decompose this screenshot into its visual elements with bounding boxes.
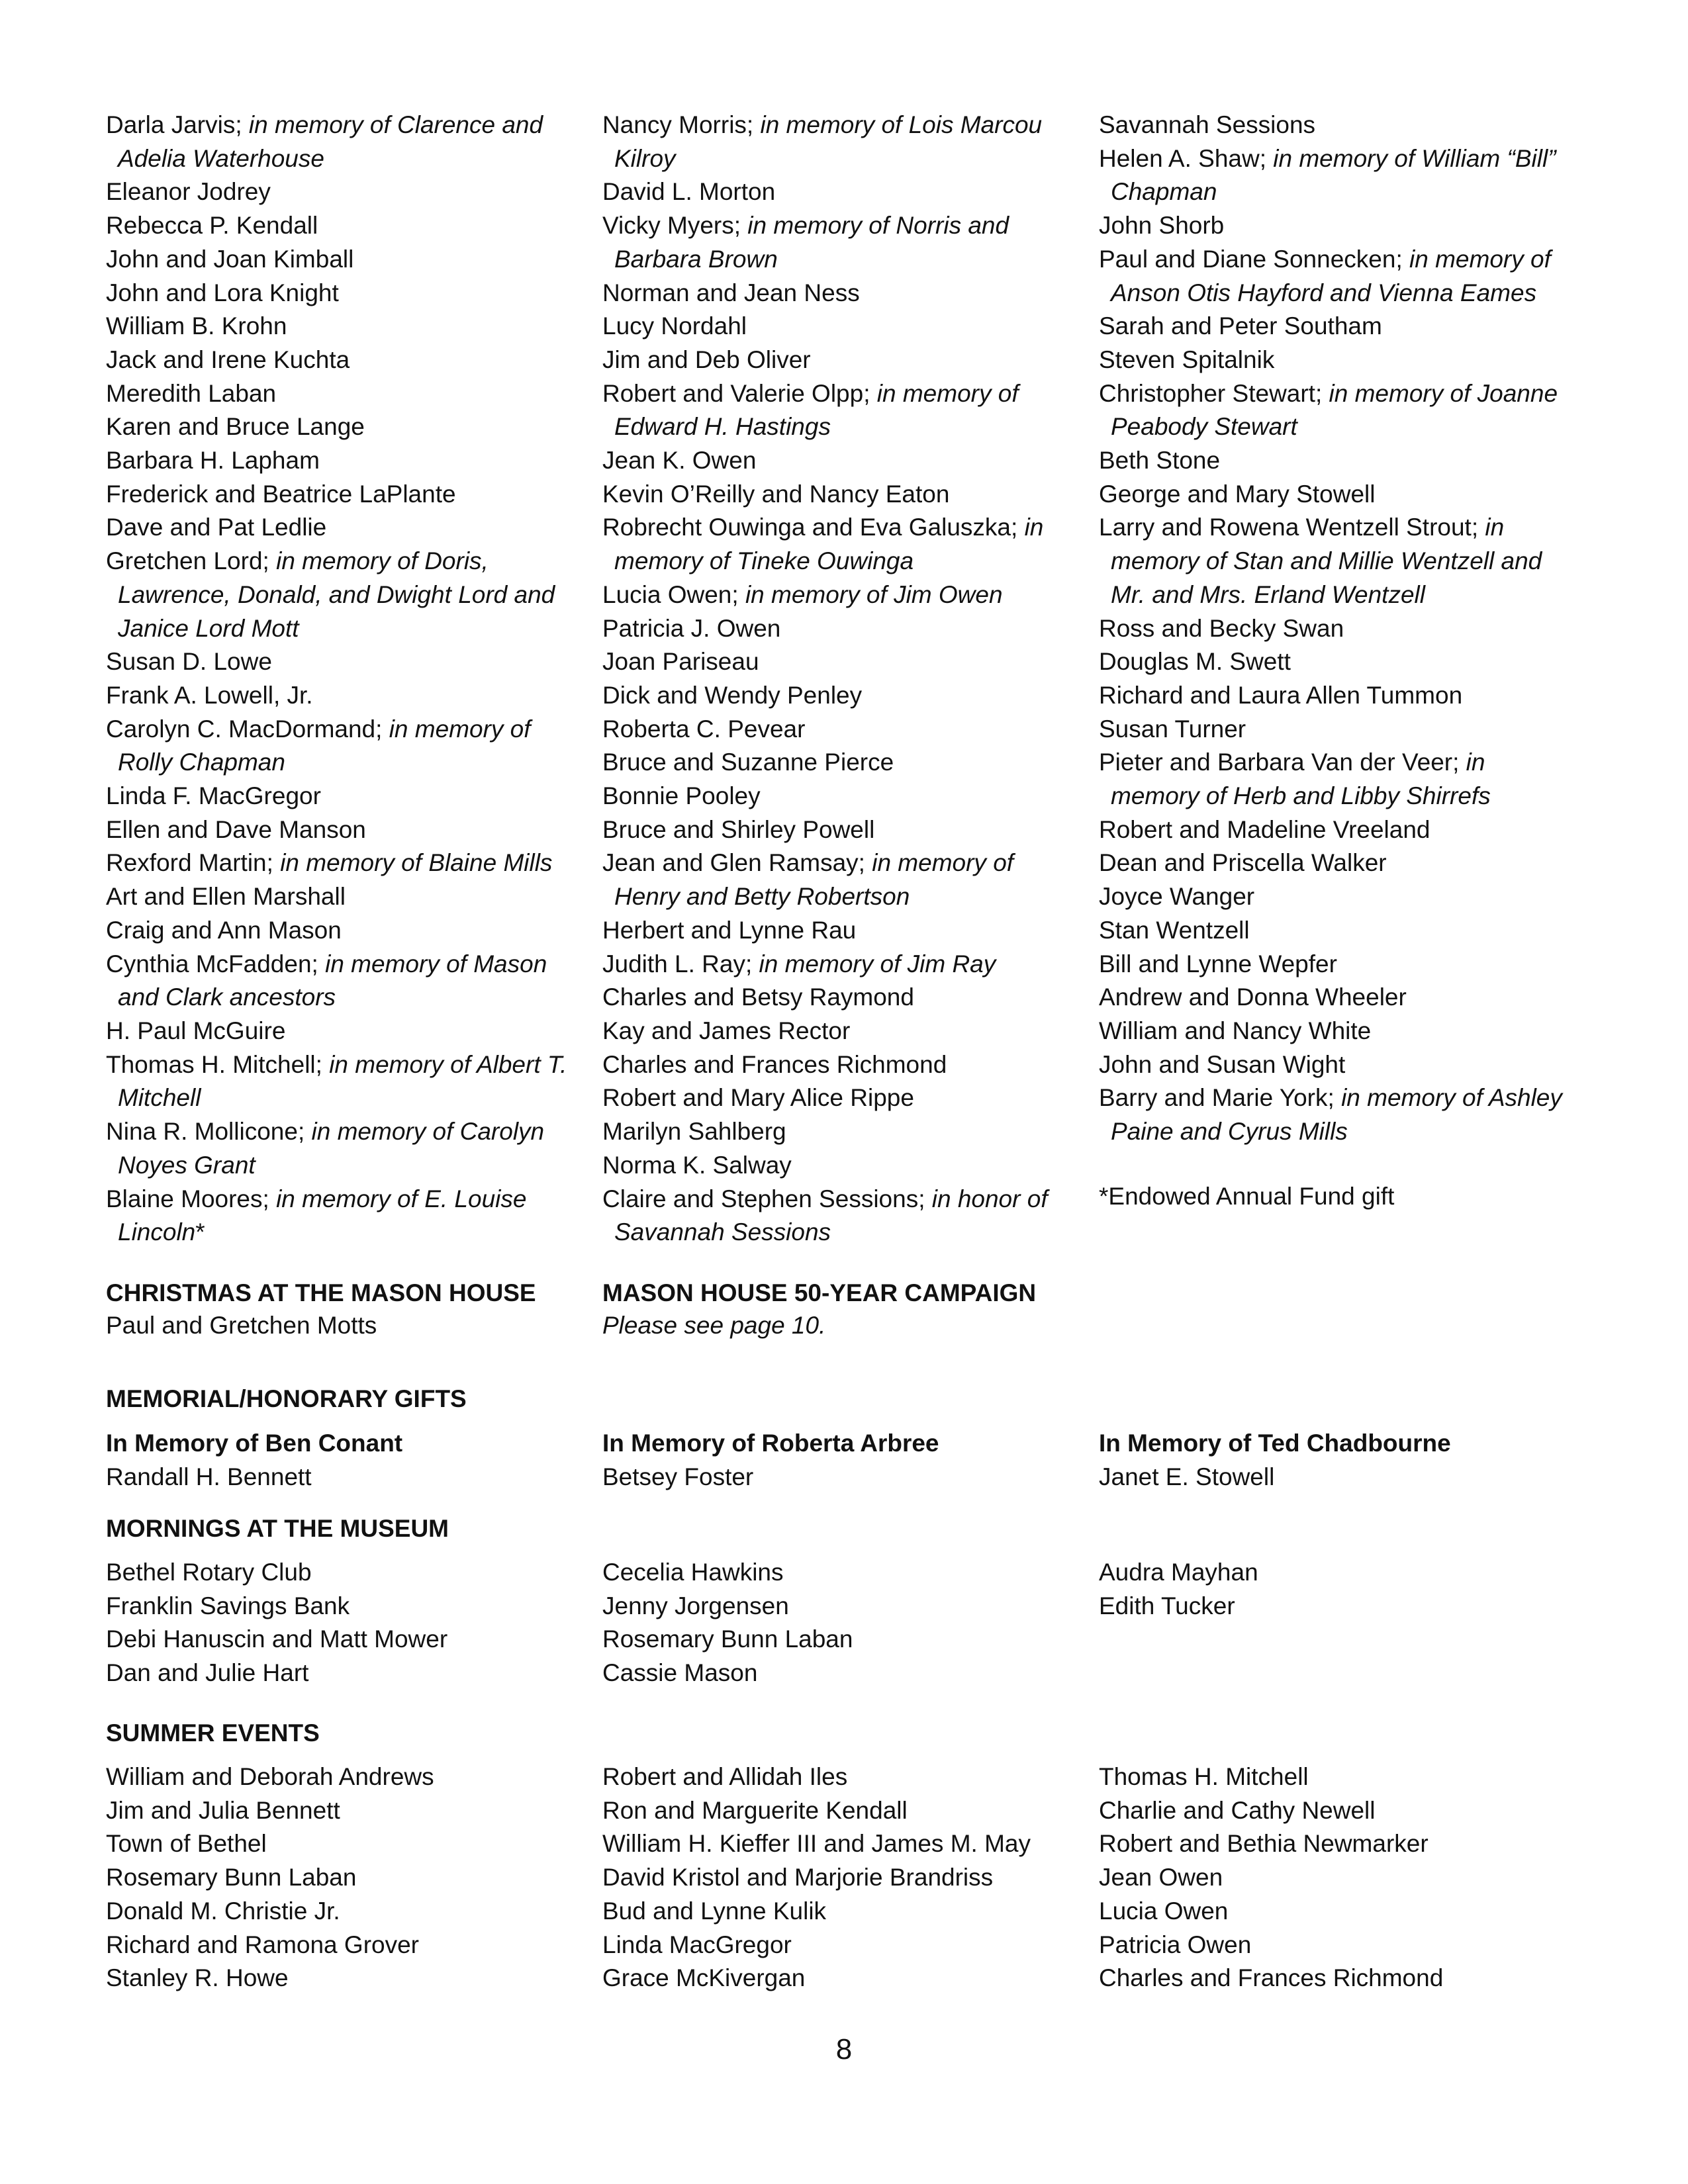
list-item: Rosemary Bunn Laban (602, 1625, 853, 1653)
donor-name: George and Mary Stowell (1099, 480, 1376, 508)
dedication-note: in memory of Doris, Lawrence, Donald, and Dwight Lord and Janice Lord Mott (118, 547, 555, 642)
donor-entry (106, 1183, 583, 1250)
donor-entry (602, 175, 1079, 209)
list-item: Jim and Julia Bennett (106, 1796, 340, 1824)
donor-name: Christopher Stewart; (1099, 379, 1323, 407)
donor-name: Linda F. MacGregor (106, 782, 321, 810)
memorial-group-title: In Memory of Ben Conant (106, 1430, 403, 1457)
donor-entry (602, 1015, 1079, 1048)
dedication-note: in memory of Mason and Clark ancestors (118, 950, 547, 1011)
list-item: Robert and Allidah Iles (602, 1763, 848, 1790)
donor-entry (1099, 478, 1575, 512)
donor-name: Vicky Myers; (602, 212, 741, 240)
campaign-note: Please see page 10. (602, 1312, 826, 1339)
christmas-donor: Paul and Gretchen Motts (106, 1312, 377, 1339)
dedication-note: in memory of Stan and Millie Wentzell and Mr. and Mrs. Erland Wentzell (1111, 514, 1542, 608)
donor-name: Robert and Madeline Vreeland (1099, 815, 1430, 843)
donor-entry (602, 109, 1079, 175)
donor-name: Barry and Marie York; (1099, 1084, 1335, 1112)
donor-name: David L. Morton (602, 178, 776, 206)
summer-list-2 (602, 1760, 1079, 1995)
list-item: Thomas H. Mitchell (1099, 1763, 1309, 1790)
summer-list-1 (106, 1760, 583, 1995)
donor-entry (602, 1183, 1079, 1250)
list-item: Town of Bethel (106, 1830, 267, 1858)
donor-entry (602, 377, 1079, 444)
donor-entry (1099, 846, 1575, 880)
donor-entry (106, 679, 583, 713)
donor-name: Art and Ellen Marshall (106, 883, 346, 911)
list-item: Robert and Bethia Newmarker (1099, 1830, 1429, 1858)
donor-name: Pieter and Barbara Van der Veer; (1099, 749, 1460, 776)
donor-entry (106, 478, 583, 512)
donor-entry (602, 713, 1079, 747)
campaign-section-title: MASON HOUSE 50-YEAR CAMPAIGN (602, 1279, 1037, 1306)
donor-entry (1099, 914, 1575, 948)
donor-entry (602, 478, 1079, 512)
donor-name: Carolyn C. MacDormand; (106, 715, 383, 743)
donor-name: Lucia Owen; (602, 580, 739, 608)
donor-column-3 (1099, 109, 1575, 1214)
donor-entry (602, 444, 1079, 478)
donor-entry (106, 780, 583, 813)
donor-name: Andrew and Donna Wheeler (1099, 983, 1407, 1011)
donor-name: Douglas M. Swett (1099, 648, 1291, 676)
list-item: Lucia Owen (1099, 1897, 1229, 1925)
donor-name: William B. Krohn (106, 312, 287, 340)
donor-name: Bruce and Suzanne Pierce (602, 749, 894, 776)
list-item: Patricia Owen (1099, 1931, 1252, 1958)
donor-entry (106, 1115, 583, 1182)
donor-name: Susan D. Lowe (106, 648, 272, 676)
donor-name: William and Nancy White (1099, 1017, 1372, 1044)
list-item: Cecelia Hawkins (602, 1559, 784, 1586)
dedication-note: in memory of Norris and Barbara Brown (614, 212, 1009, 273)
list-item: Dan and Julie Hart (106, 1659, 309, 1687)
list-item: Bethel Rotary Club (106, 1559, 312, 1586)
donor-name: John and Susan Wight (1099, 1050, 1346, 1078)
donor-entry (1099, 343, 1575, 377)
donor-entry (106, 277, 583, 310)
dedication-note: in memory of Carolyn Noyes Grant (118, 1118, 545, 1179)
donor-entry (1099, 209, 1575, 243)
donor-entry (602, 612, 1079, 646)
list-item: Cassie Mason (602, 1659, 758, 1687)
donor-list (1099, 109, 1575, 1149)
donor-name: Bruce and Shirley Powell (602, 815, 875, 843)
list-item: Debi Hanuscin and Matt Mower (106, 1625, 448, 1653)
donor-name: Beth Stone (1099, 447, 1221, 475)
mornings-list-1 (106, 1556, 583, 1690)
list-item: Linda MacGregor (602, 1931, 792, 1958)
donor-entry (106, 511, 583, 545)
list-item: Charles and Frances Richmond (1099, 1964, 1444, 1992)
donor-entry (602, 1081, 1079, 1115)
memorial-group (602, 1427, 1079, 1494)
donor-name: Helen A. Shaw; (1099, 144, 1266, 172)
donor-name: Judith L. Ray; (602, 950, 753, 978)
memorial-group-donor: Janet E. Stowell (1099, 1463, 1275, 1490)
donor-entry (106, 343, 583, 377)
donor-name: Charles and Betsy Raymond (602, 983, 914, 1011)
dedication-note: in memory of Edward H. Hastings (614, 379, 1019, 441)
list-item: William H. Kieffer III and James M. May (602, 1830, 1031, 1858)
donor-name: Rebecca P. Kendall (106, 212, 318, 240)
donor-entry (602, 1048, 1079, 1082)
donor-name: Stan Wentzell (1099, 916, 1250, 944)
donor-entry (602, 1149, 1079, 1183)
list-item: Edith Tucker (1099, 1592, 1235, 1619)
dedication-note: in memory of Jim Owen (745, 580, 1003, 608)
donor-entry (1099, 377, 1575, 444)
donor-entry (602, 813, 1079, 847)
donor-name: Frank A. Lowell, Jr. (106, 681, 313, 709)
donor-entry (1099, 310, 1575, 343)
donor-entry (602, 746, 1079, 780)
list-item: Charlie and Cathy Newell (1099, 1796, 1376, 1824)
donor-name: Cynthia McFadden; (106, 950, 318, 978)
donor-name: Jean K. Owen (602, 447, 757, 475)
mornings-section-title: MORNINGS AT THE MUSEUM (106, 1515, 449, 1542)
donor-name: Ellen and Dave Manson (106, 815, 366, 843)
donor-entry (1099, 679, 1575, 713)
donor-name: Karen and Bruce Lange (106, 413, 365, 441)
donor-entry (602, 780, 1079, 813)
donor-name: Dean and Priscella Walker (1099, 849, 1387, 877)
donor-entry (106, 948, 583, 1015)
donor-entry (602, 578, 1079, 612)
list-item: Richard and Ramona Grover (106, 1931, 419, 1958)
donor-name: Marilyn Sahlberg (602, 1118, 786, 1146)
donor-entry (106, 175, 583, 209)
dedication-note: in memory of Henry and Betty Robertson (614, 849, 1014, 911)
donor-name: Robrecht Ouwinga and Eva Galuszka; (602, 514, 1018, 541)
page-number: 8 (835, 2033, 853, 2066)
list-item: William and Deborah Andrews (106, 1763, 434, 1790)
donor-entry (602, 645, 1079, 679)
donor-name: Lucy Nordahl (602, 312, 747, 340)
memorial-group (1099, 1427, 1575, 1494)
memorial-group-title: In Memory of Roberta Arbree (602, 1430, 939, 1457)
donor-name: Ross and Becky Swan (1099, 614, 1344, 642)
donor-entry (1099, 746, 1575, 813)
donor-entry (602, 511, 1079, 578)
donor-entry (106, 444, 583, 478)
endowed-footnote: *Endowed Annual Fund gift (1099, 1182, 1395, 1210)
donor-name: Jean and Glen Ramsay; (602, 849, 865, 877)
donor-entry (106, 310, 583, 343)
donor-entry (1099, 1048, 1575, 1082)
donor-entry (1099, 444, 1575, 478)
list-item: Franklin Savings Bank (106, 1592, 350, 1619)
dedication-note: in memory of Herb and Libby Shirrefs (1111, 749, 1491, 810)
dedication-note: in memory of Joanne Peabody Stewart (1111, 379, 1558, 441)
donor-name: John Shorb (1099, 212, 1225, 240)
donor-entry (1099, 1015, 1575, 1048)
dedication-note: in memory of Tineke Ouwinga (614, 514, 1044, 575)
donor-entry (1099, 813, 1575, 847)
donor-name: John and Lora Knight (106, 279, 339, 306)
donor-entry (106, 243, 583, 277)
donor-name: Larry and Rowena Wentzell Strout; (1099, 514, 1479, 541)
donor-entry (602, 948, 1079, 981)
donor-entry (106, 914, 583, 948)
dedication-note: in honor of Savannah Sessions (614, 1185, 1048, 1246)
donor-name: Kay and James Rector (602, 1017, 851, 1044)
list-item: Jean Owen (1099, 1864, 1223, 1891)
donor-entry (106, 1015, 583, 1048)
donor-entry (1099, 981, 1575, 1015)
donor-name: Robert and Mary Alice Rippe (602, 1084, 914, 1112)
donor-entry (106, 645, 583, 679)
christmas-section-title: CHRISTMAS AT THE MASON HOUSE (106, 1279, 536, 1306)
donor-entry (106, 880, 583, 914)
dedication-note: in memory of Ashley Paine and Cyrus Mills (1111, 1084, 1562, 1146)
donor-entry (106, 377, 583, 411)
donor-name: Claire and Stephen Sessions; (602, 1185, 925, 1212)
list-item: Audra Mayhan (1099, 1559, 1258, 1586)
donor-entry (106, 109, 583, 175)
list-item: Jenny Jorgensen (602, 1592, 789, 1619)
memorial-group-donor: Randall H. Bennett (106, 1463, 312, 1490)
donor-name: Bonnie Pooley (602, 782, 761, 810)
donor-name: Herbert and Lynne Rau (602, 916, 857, 944)
donor-name: Nina R. Mollicone; (106, 1118, 305, 1146)
list-item: David Kristol and Marjorie Brandriss (602, 1864, 994, 1891)
dedication-note: in memory of Blaine Mills (280, 849, 553, 877)
donor-name: Blaine Moores; (106, 1185, 269, 1212)
donor-name: Jim and Deb Oliver (602, 345, 811, 373)
donor-entry (1099, 948, 1575, 981)
donor-name: Eleanor Jodrey (106, 178, 271, 206)
list-item: Grace McKivergan (602, 1964, 806, 1992)
donor-name: Darla Jarvis; (106, 111, 242, 138)
donor-name: Charles and Frances Richmond (602, 1050, 947, 1078)
donor-name: Rexford Martin; (106, 849, 273, 877)
donor-name: Joan Pariseau (602, 648, 759, 676)
donor-entry (106, 846, 583, 880)
donor-name: Bill and Lynne Wepfer (1099, 950, 1337, 978)
dedication-note: in memory of Jim Ray (759, 950, 996, 978)
donor-name: John and Joan Kimball (106, 245, 354, 273)
donor-name: Craig and Ann Mason (106, 916, 342, 944)
donor-name: H. Paul McGuire (106, 1017, 286, 1044)
donor-name: Nancy Morris; (602, 111, 754, 138)
donor-name: Norma K. Salway (602, 1151, 792, 1179)
donor-column-1 (106, 109, 583, 1250)
donor-entry (602, 343, 1079, 377)
donor-name: Patricia J. Owen (602, 614, 781, 642)
donor-name: Richard and Laura Allen Tummon (1099, 681, 1463, 709)
mornings-list-2 (602, 1556, 1079, 1690)
dedication-note: in memory of William “Bill” Chapman (1111, 144, 1556, 206)
donor-name: Thomas H. Mitchell; (106, 1050, 322, 1078)
mornings-list-3 (1099, 1556, 1575, 1623)
donor-entry (1099, 612, 1575, 646)
dedication-note: in memory of Rolly Chapman (118, 715, 531, 776)
donor-name: Savannah Sessions (1099, 111, 1316, 138)
donor-name: Jack and Irene Kuchta (106, 345, 350, 373)
donor-name: Dave and Pat Ledlie (106, 514, 327, 541)
memorial-group (106, 1427, 583, 1494)
list-item: Ron and Marguerite Kendall (602, 1796, 908, 1824)
dedication-note: in memory of Albert T. Mitchell (118, 1050, 567, 1112)
donor-name: Paul and Diane Sonnecken; (1099, 245, 1403, 273)
donor-name: Dick and Wendy Penley (602, 681, 863, 709)
memorial-section-title: MEMORIAL/HONORARY GIFTS (106, 1385, 467, 1412)
donor-name: Sarah and Peter Southam (1099, 312, 1382, 340)
donor-entry (106, 410, 583, 444)
donor-name: Norman and Jean Ness (602, 279, 860, 306)
donor-entry (106, 545, 583, 645)
donor-column-2 (602, 109, 1079, 1250)
donor-entry (1099, 1081, 1575, 1148)
donor-entry (602, 310, 1079, 343)
donor-entry (106, 1048, 583, 1115)
donor-entry (602, 846, 1079, 913)
list-item: Donald M. Christie Jr. (106, 1897, 340, 1925)
donor-entry (602, 679, 1079, 713)
memorial-group-title: In Memory of Ted Chadbourne (1099, 1430, 1451, 1457)
donor-entry (1099, 645, 1575, 679)
donor-entry (602, 1115, 1079, 1149)
donor-entry (1099, 142, 1575, 209)
dedication-note: in memory of Anson Otis Hayford and Vienna Eames (1111, 245, 1551, 306)
donor-entry (602, 209, 1079, 276)
donor-name: Steven Spitalnik (1099, 345, 1275, 373)
summer-section-title: SUMMER EVENTS (106, 1719, 320, 1747)
donor-entry (1099, 109, 1575, 142)
donor-entry (106, 813, 583, 847)
donor-name: Roberta C. Pevear (602, 715, 806, 743)
dedication-note: in memory of Clarence and Adelia Waterhouse (118, 111, 543, 172)
donor-name: Robert and Valerie Olpp; (602, 379, 870, 407)
donor-entry (1099, 713, 1575, 747)
dedication-note: in memory of E. Louise Lincoln (118, 1185, 527, 1246)
donor-name: Joyce Wanger (1099, 883, 1255, 911)
donor-entry (602, 981, 1079, 1015)
donor-entry (106, 209, 583, 243)
donor-name: Frederick and Beatrice LaPlante (106, 480, 456, 508)
donor-name: Gretchen Lord; (106, 547, 269, 575)
donor-entry (602, 277, 1079, 310)
endowed-marker: * (195, 1218, 205, 1246)
donor-name: Kevin O’Reilly and Nancy Eaton (602, 480, 950, 508)
summer-list-3 (1099, 1760, 1575, 1995)
donor-entry (602, 914, 1079, 948)
donor-entry (106, 713, 583, 780)
list-item: Rosemary Bunn Laban (106, 1864, 357, 1891)
list-item: Bud and Lynne Kulik (602, 1897, 827, 1925)
donor-name: Meredith Laban (106, 379, 277, 407)
memorial-group-donor: Betsey Foster (602, 1463, 754, 1490)
donor-entry (1099, 511, 1575, 612)
list-item: Stanley R. Howe (106, 1964, 289, 1992)
donor-entry (1099, 880, 1575, 914)
donor-name: Barbara H. Lapham (106, 447, 320, 475)
donor-name: Susan Turner (1099, 715, 1246, 743)
donor-entry (1099, 243, 1575, 310)
dedication-note: in memory of Lois Marcou Kilroy (614, 111, 1043, 172)
